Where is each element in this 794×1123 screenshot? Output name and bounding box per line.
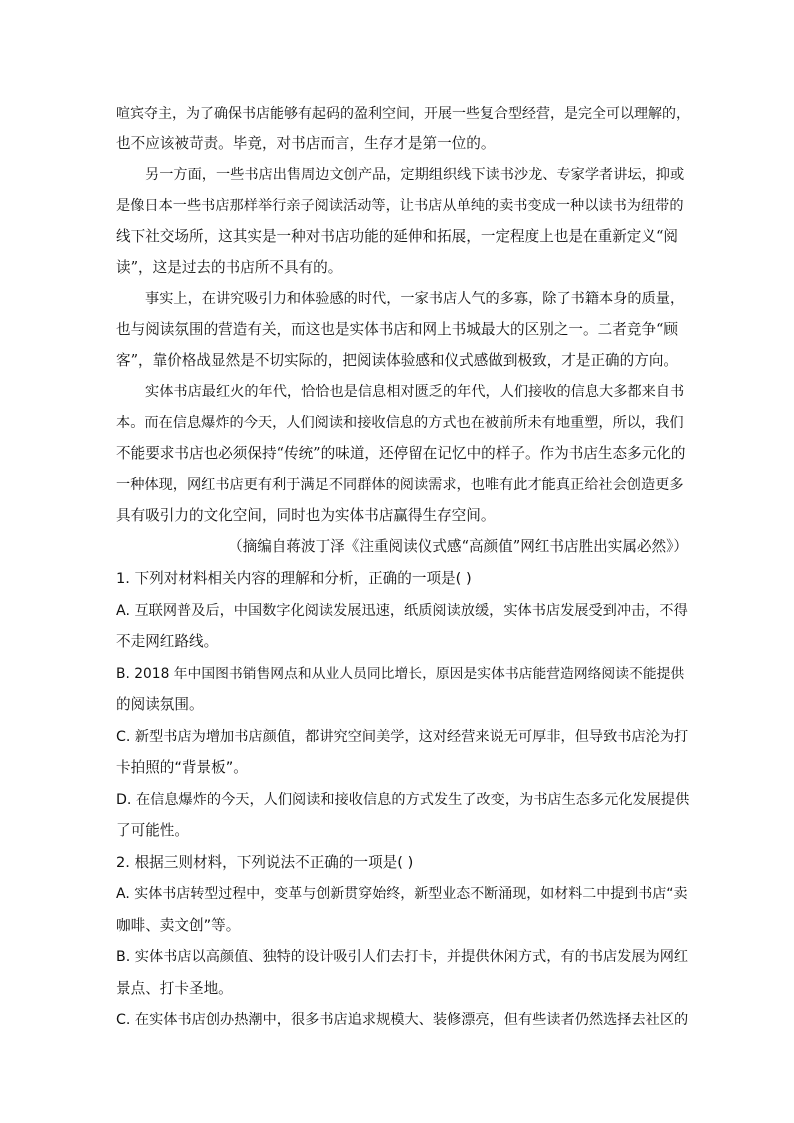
question-option-line: B. 实体书店以高颜值、独特的设计吸引人们去打卡，并提供休闲方式，有的书店发展为网红 (116, 949, 689, 965)
passage-line: 喧宾夺主，为了确保书店能够有起码的盈利空间，开展一些复合型经营，是完全可以理解的， (116, 106, 690, 122)
question-option-line: 卡拍照的“背景板”。 (116, 759, 248, 776)
question-option-line: C. 新型书店为增加书店颜值，都讲究空间美学，这对经营来说无可厚非，但导致书店沦为打 (116, 729, 689, 745)
passage-line: 本。而在信息爆炸的今天，人们阅读和接收信息的方式也在被前所未有地重塑，所以，我们 (116, 415, 684, 431)
question-option-line: 的阅读氛围。 (116, 696, 204, 713)
passage-line: 客”，靠价格战显然是不切实际的，把阅读体验感和仪式感做到极致，才是正确的方向。 (116, 352, 679, 369)
question-option-line: C. 在实体书店创办热潮中，很多书店追求规模大、装修漂亮，但有些读者仍然选择去社区的 (116, 1012, 689, 1028)
passage-line: 一种体现，网红书店更有利于满足不同群体的阅读需求，也唯有此才能真正给社会创造更多 (116, 477, 684, 493)
passage-line: 事实上，在讲究吸引力和体验感的时代，一家书店人气的多寡，除了书籍本身的质量， (145, 291, 685, 307)
question-option-line: 景点、打卡圣地。 (116, 980, 233, 997)
question-option-line: 不走网红路线。 (116, 633, 219, 650)
passage-line: 读”，这是过去的书店所不具有的。 (116, 259, 343, 276)
passage-line: 具有吸引力的文化空间，同时也为实体书店赢得生存空间。 (116, 507, 496, 524)
passage-line: 另一方面，一些书店出售周边文创产品，定期组织线下读书沙龙、专家学者讲坛，抑或 (145, 167, 685, 183)
passage-line: 实体书店最红火的年代，恰恰也是信息相对匮乏的年代，人们接收的信息大多都来自书 (145, 384, 685, 400)
question-option-line: A. 实体书店转型过程中，变革与创新贯穿始终，新型业态不断涌现，如材料二中提到书店“卖 (116, 886, 688, 902)
passage-source: （摘编自蒋波丁泽《注重阅读仪式感“高颜值”网红书店胜出实属必然》） (228, 538, 689, 555)
passage-line: 线下社交场所，这其实是一种对书店功能的延伸和拓展，一定程度上也是在重新定义“阅 (116, 228, 679, 245)
passage-line: 不能要求书店也必须保持“传统”的味道，还停留在记忆中的样子。作为书店生态多元化的 (116, 445, 686, 462)
passage-line: 也不应该被苛责。毕竟，对书店而言，生存才是第一位的。 (116, 135, 496, 152)
passage-line: 是像日本一些书店那样举行亲子阅读活动等，让书店从单纯的卖书变成一种以读书为纽带的 (116, 198, 684, 214)
passage-line: 也与阅读氛围的营造有关，而这也是实体书店和网上书城最大的区别之一。二者竞争“顾 (116, 321, 679, 338)
question-stem: 2. 根据三则材料，下列说法不正确的一项是( ) (116, 854, 414, 871)
question-option-line: D. 在信息爆炸的今天，人们阅读和接收信息的方式发生了改变，为书店生态多元化发展提供 (116, 792, 690, 808)
question-option-line: A. 互联网普及后，中国数字化阅读发展迅速，纸质阅读放缓，实体书店发展受到冲击，不得 (116, 603, 688, 619)
question-option-line: 咖啡、卖文创”等。 (116, 917, 241, 934)
question-option-line: 了可能性。 (116, 822, 189, 839)
question-option-line: B. 2018 年中国图书销售网点和从业人员同比增长，原因是实体书店能营造网络阅读不能提供 (116, 666, 685, 682)
question-stem: 1. 下列对材料相关内容的理解和分析，正确的一项是( ) (116, 570, 472, 587)
